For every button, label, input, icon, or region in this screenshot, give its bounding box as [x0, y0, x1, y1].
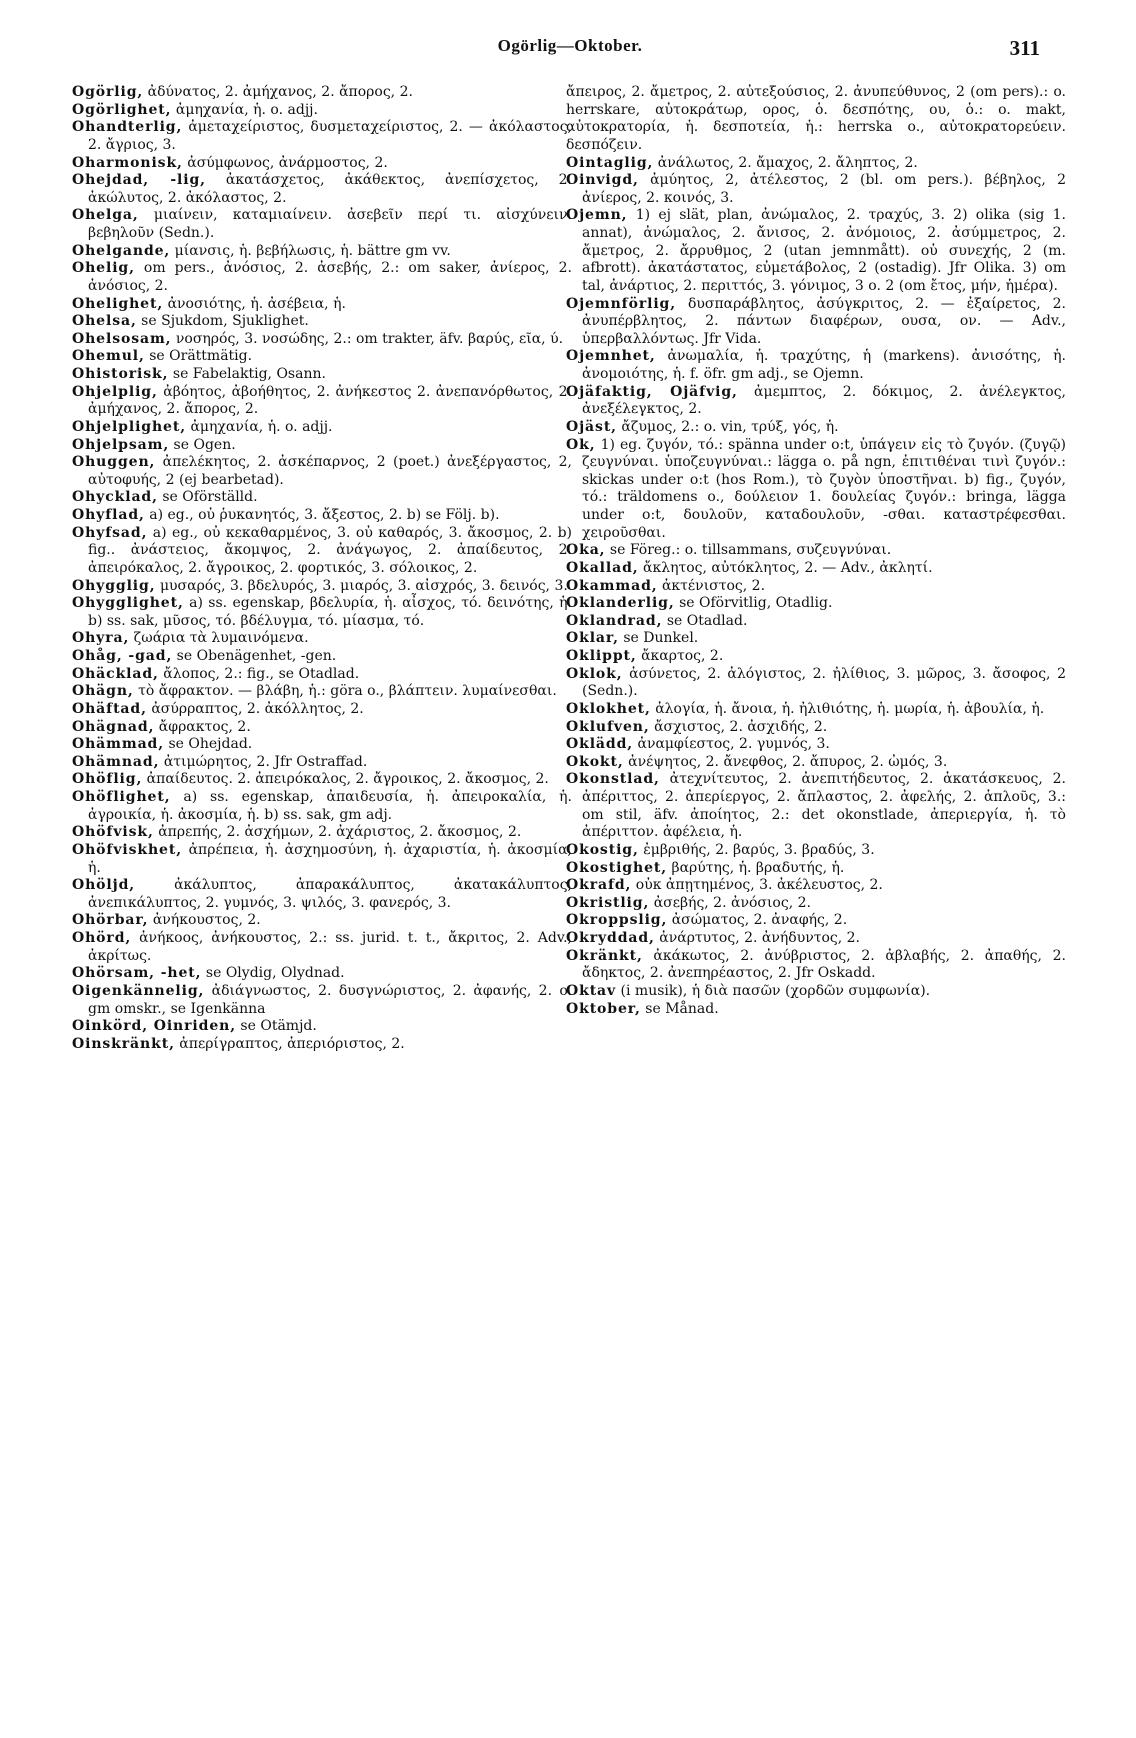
- entry-headword: Oigenkännelig,: [72, 982, 205, 999]
- entry-headword: Ohjelplig,: [72, 383, 158, 400]
- entry-definition: ἀκάλυπτος, ἀπαρακάλυπτος, ἀκατακάλυπτος, ἀνεπικάλυπτος, 2. γυμνός, 3. ψιλός, 3. φανερός, 3.: [88, 877, 572, 911]
- dictionary-entry: [566, 754, 1066, 772]
- entry-headword: Ohelsa,: [72, 313, 137, 330]
- entry-headword: Okokt,: [566, 753, 624, 770]
- entry-definition: se Ogen.: [169, 436, 236, 453]
- entry-headword: Okristlig,: [566, 894, 650, 911]
- dictionary-entry: [72, 666, 572, 684]
- entry-headword: Ohyra,: [72, 630, 130, 647]
- dictionary-entry: [72, 489, 572, 507]
- dictionary-entry: [566, 296, 1066, 349]
- entry-definition: om pers., ἀνόσιος, 2. ἀσεβής, 2.: om saker, ἀνίερος, 2. ἀνόσιος, 2.: [88, 260, 572, 294]
- entry-headword: Ohäcklad,: [72, 665, 159, 682]
- dictionary-entry: [72, 824, 572, 842]
- entry-headword: Ohöflighet,: [72, 789, 171, 805]
- entry-headword: Ohjelplighet,: [72, 418, 187, 435]
- dictionary-entry: [72, 296, 572, 314]
- entry-definition: ἀμύητος, 2, ἀτέλεστος, 2 (bl. om pers.). βέβηλος, 2 ἀνίερος, 2. κοινός, 3.: [582, 172, 1066, 206]
- dictionary-entry: [72, 119, 572, 154]
- dictionary-entry: [72, 454, 572, 489]
- entry-headword: Okonstlad,: [566, 771, 660, 788]
- entry-headword: Ohejdad, -lig,: [72, 172, 206, 189]
- entry-definition: μυσαρός, 3. βδελυρός, 3. μιαρός, 3. αἰσχρός, 3. δεινός, 3.: [155, 577, 568, 594]
- entry-definition: ἀπρέπεια, ἡ. ἀσχημοσύνη, ἡ. ἀχαριστία, ἡ. ἀκοσμία, ἡ.: [88, 841, 572, 876]
- dictionary-entry: [72, 313, 572, 331]
- entry-definition: ἄσχιστος, 2. ἀσχιδής, 2.: [649, 718, 828, 735]
- dictionary-entry: [566, 930, 1066, 948]
- dictionary-entry: [566, 542, 1066, 560]
- dictionary-entry: [566, 877, 1066, 895]
- entry-definition: νοσηρός, 3. νοσώδης, 2.: om trakter, äfv. βαρύς, εῖα, ύ.: [171, 330, 564, 347]
- entry-headword: Ohämnad,: [72, 753, 160, 770]
- entry-definition: ἀσεβής, 2. ἀνόσιος, 2.: [649, 894, 811, 911]
- entry-headword: Ohygglighet,: [72, 595, 184, 612]
- dictionary-entry: [566, 207, 1066, 295]
- entry-headword: Oinvigd,: [566, 172, 639, 189]
- dictionary-entry: [72, 1018, 572, 1036]
- entry-definition: se Oförställd.: [157, 489, 258, 506]
- entry-headword: Okostig,: [566, 841, 639, 858]
- entry-headword: Ohäftad,: [72, 700, 147, 717]
- entry-headword: Ohandterlig,: [72, 119, 183, 136]
- entry-headword: Ohuggen,: [72, 454, 156, 471]
- entry-headword: Ojäst,: [566, 418, 617, 435]
- dictionary-entry: [72, 348, 572, 366]
- entry-definition: ἀπερίγραπτος, ἀπεριόριστος, 2.: [174, 1035, 405, 1052]
- entry-definition: ἀδύνατος, 2. ἀμήχανος, 2. ἄπορος, 2.: [143, 84, 413, 100]
- entry-headword: Ohåg, -gad,: [72, 648, 173, 664]
- left-column: [72, 84, 572, 1684]
- entry-headword: Oklokhet,: [566, 700, 651, 717]
- entry-headword: Oklandrad,: [566, 612, 663, 629]
- entry-definition: ἀκάκωτος, 2. ἀνύβριστος, 2. ἀβλαβής, 2. ἀπαθής, 2. ἄδηκτος, 2. ἀνεπηρέαστος, 2. Jfr Oskadd.: [582, 947, 1066, 982]
- dictionary-entry: [72, 983, 572, 1018]
- entry-definition: ἄζυμος, 2.: o. vin, τρύξ, γός, ἡ.: [616, 418, 839, 435]
- entry-headword: Okrafd,: [566, 877, 632, 894]
- entry-definition: ἀβόητος, ἀβοήθητος, 2. ἀνήκεστος 2. ἀνεπανόρθωτος, 2. ἀμήχανος, 2. ἄπορος, 2.: [88, 383, 572, 418]
- entry-headword: Oharmonisk,: [72, 154, 183, 171]
- entry-definition: 1) ej slät, plan, ἀνώμαλος, 2. τραχύς, 3. 2) olika (sig 1. annat), ἀνώμαλος, 2. ἄνισος, 2. ἀνόμοιος, 2. ἀσύμμετρος, 2. ἄμετρος, 2. ἄρρυθμος, 2 (utan jemnmått). οὐ συνεχής, 2 (m. afbrott). ἀκατάστατος, εὐμετάβολος, 2 (ostadig). Jfr Olika. 3) om tal, ἀνάρτιος, 2. περιττός, 3. γόνιμος, 3 o. 2 (om ἔτος, μήν, ἡμέρα).: [582, 207, 1066, 294]
- entry-headword: Ohämmad,: [72, 736, 165, 753]
- entry-headword: Oklok,: [566, 665, 623, 682]
- dictionary-entry: [566, 172, 1066, 207]
- entry-definition: ἀναμφίεστος, 2. γυμνός, 3.: [633, 736, 830, 753]
- page-title: Ogörlig—Oktober.: [497, 36, 643, 55]
- entry-headword: Ok,: [566, 436, 596, 453]
- entry-definition: ἄκαρτος, 2.: [636, 648, 724, 664]
- entry-headword: Okroppslig,: [566, 912, 668, 929]
- entry-definition: se Otämjd.: [235, 1018, 317, 1035]
- entry-definition: ἀμηχανία, ἡ. o. adjj.: [186, 418, 333, 435]
- dictionary-entry: [566, 155, 1066, 173]
- entry-headword: Oklädd,: [566, 736, 634, 753]
- entry-headword: Oktober,: [566, 1000, 641, 1017]
- entry-headword: Ohistorisk,: [72, 366, 169, 382]
- dictionary-entry: [566, 895, 1066, 913]
- dictionary-entry: [566, 719, 1066, 737]
- entry-headword: Oklippt,: [566, 648, 637, 664]
- entry-headword: Ojemnförlig,: [566, 295, 676, 312]
- dictionary-entry: [72, 578, 572, 596]
- dictionary-entry: [566, 437, 1066, 543]
- entry-definition: ζωάρια τὰ λυμαινόμενα.: [129, 630, 309, 647]
- entry-headword: Oklufven,: [566, 718, 650, 735]
- entry-headword: Oklanderlig,: [566, 595, 675, 612]
- dictionary-entry: [72, 260, 572, 295]
- dictionary-entry: [72, 965, 572, 983]
- dictionary-entry: [72, 437, 572, 455]
- dictionary-entry: [72, 789, 572, 824]
- continued-entry: [566, 84, 1066, 155]
- dictionary-entry: [566, 983, 1066, 1001]
- dictionary-entry: [566, 613, 1066, 631]
- running-head: [0, 36, 1136, 66]
- dictionary-entry: [72, 719, 572, 737]
- dictionary-entry: [566, 1001, 1066, 1019]
- dictionary-entry: [566, 384, 1066, 419]
- dictionary-entry: [72, 754, 572, 772]
- entry-definition: ἀσύμφωνος, ἀνάρμοστος, 2.: [182, 154, 388, 171]
- entry-definition: se Ohejdad.: [164, 736, 253, 753]
- dictionary-entry: [72, 630, 572, 648]
- entry-headword: Ohörd,: [72, 930, 132, 946]
- dictionary-entry: [72, 331, 572, 349]
- entry-headword: Ohelga,: [72, 207, 139, 224]
- dictionary-entry: [72, 419, 572, 437]
- entry-headword: Oklar,: [566, 630, 619, 647]
- dictionary-entry: [566, 419, 1066, 437]
- entry-definition: ἀσύρραπτος, 2. ἀκόλλητος, 2.: [146, 700, 364, 717]
- dictionary-entry: [72, 701, 572, 719]
- entry-definition: ἀπελέκητος, 2. ἀσκέπαρνος, 2 (poet.) ἀνεξέργαστος, 2, αὐτοφυής, 2 (ej bearbetad).: [88, 454, 572, 488]
- entry-headword: Ohöflig,: [72, 771, 143, 788]
- entry-definition: ἀμηχανία, ἡ. o. adjj.: [171, 101, 318, 118]
- dictionary-entry: [72, 207, 572, 242]
- entry-headword: Ointaglig,: [566, 154, 654, 171]
- entry-definition: ἐμβριθής, 2. βαρύς, 3. βραδύς, 3.: [638, 841, 875, 858]
- dictionary-entry: [566, 771, 1066, 842]
- entry-definition: ἀνωμαλία, ἡ. τραχύτης, ἡ (markens). ἀνισότης, ἡ. ἀνομοιότης, ἡ. f. öfr. gm adj., se Ojemn.: [582, 348, 1066, 382]
- entry-headword: Ohyflad,: [72, 507, 145, 523]
- entry-definition: se Dunkel.: [618, 630, 699, 647]
- entry-headword: Okammad,: [566, 577, 658, 594]
- entry-headword: Ohöfviskhet,: [72, 841, 182, 858]
- entry-definition: ἀσώματος, 2. ἀναφής, 2.: [667, 912, 848, 929]
- entry-definition: ἀτεχνίτευτος, 2. ἀνεπιτήδευτος, 2. ἀκατάσκευος, 2. ἀπέριττος, 2. ἀπερίεργος, 2. ἄπλαστος, 2. ἀφελής, 2. ἁπλοῦς, 3.: om stil, äfv. ἀποίητος, 2.: det okonstlade, ἀπεριεργία, ἡ. τὸ ἀπέριττον. ἀφέλεια, ἡ.: [582, 771, 1066, 841]
- dictionary-entry: [566, 560, 1066, 578]
- entry-headword: Oktav: [566, 982, 617, 999]
- entry-definition: se Månad.: [640, 1000, 719, 1017]
- dictionary-entry: [72, 172, 572, 207]
- dictionary-entry: [72, 771, 572, 789]
- entry-headword: Okallad,: [566, 559, 639, 576]
- entry-definition: ἀνάλωτος, 2. ἄμαχος, 2. ἄληπτος, 2.: [653, 154, 918, 171]
- dictionary-entry: [566, 948, 1066, 983]
- entry-headword: Oinskränkt,: [72, 1035, 175, 1052]
- dictionary-entry: [72, 877, 572, 912]
- dictionary-entry: [72, 155, 572, 173]
- entry-headword: Ogörlig,: [72, 84, 144, 100]
- dictionary-entry: [72, 102, 572, 120]
- dictionary-entry: [72, 912, 572, 930]
- dictionary-entry: [72, 930, 572, 965]
- entry-definition: se Föreg.: o. tillsammans, συζευγνύναι.: [605, 542, 892, 559]
- entry-headword: Ohelgande,: [72, 242, 171, 259]
- dictionary-entry: [72, 366, 572, 384]
- entry-definition: (i musik), ἡ διὰ πασῶν (χορδῶν συμφωνία).: [616, 982, 931, 999]
- entry-headword: Oka,: [566, 542, 606, 559]
- entry-headword: Ohjelpsam,: [72, 436, 170, 453]
- entry-headword: Ohelig,: [72, 260, 135, 277]
- entry-definition: ἄφρακτος, 2.: [154, 718, 251, 735]
- entry-definition: ἀνέψητος, 2. ἄνεφθος, 2. ἄπυρος, 2. ὠμός, 3.: [623, 753, 948, 770]
- dictionary-entry: [566, 666, 1066, 701]
- entry-definition: τὸ ἄφρακτον. — βλάβη, ἡ.: göra o., βλάπτειν. λυμαίνεσθαι.: [133, 683, 557, 700]
- entry-definition: se Sjukdom, Sjuklighet.: [136, 313, 309, 330]
- dictionary-entry: [72, 525, 572, 578]
- entry-headword: Ohägn,: [72, 683, 134, 700]
- dictionary-entry: [566, 595, 1066, 613]
- dictionary-entry: [72, 1036, 572, 1054]
- entry-definition: ἀμεμπτος, 2. δόκιμος, 2. ἀνέλεγκτος, ἀνεξέλεγκτος, 2.: [582, 383, 1066, 418]
- entry-definition: ἀδιάγνωστος, 2. δυσγνώριστος, 2. ἀφανής, 2. o. gm omskr., se Igenkänna: [88, 982, 572, 1017]
- entry-headword: Okryddad,: [566, 930, 655, 946]
- entry-definition: se Obenägenhet, -gen.: [172, 648, 337, 664]
- entry-headword: Ohycklad,: [72, 489, 158, 506]
- entry-headword: Ohyfsad,: [72, 524, 148, 541]
- dictionary-entry: [72, 683, 572, 701]
- entry-definition: se Olydig, Olydnad.: [201, 965, 345, 982]
- entry-headword: Oinkörd, Oinriden,: [72, 1018, 236, 1035]
- entry-definition: ἀνήκοος, ἀνήκουστος, 2.: ss. jurid. t. t., ἄκριτος, 2. Adv., ἀκρίτως.: [88, 930, 572, 964]
- entry-definition: ἀλογία, ἡ. ἄνοια, ἡ. ἠλιθιότης, ἡ. μωρία, ἡ. ἀβουλία, ἡ.: [650, 700, 1045, 717]
- dictionary-entry: [566, 630, 1066, 648]
- entry-definition: ἄκλητος, αὐτόκλητος, 2. — Adv., ἀκλητί.: [638, 559, 933, 576]
- dictionary-entry: [566, 348, 1066, 383]
- entry-headword: Ohemul,: [72, 348, 145, 365]
- dictionary-entry: [566, 912, 1066, 930]
- entry-headword: Ohörbar,: [72, 912, 149, 929]
- dictionary-entry: [72, 595, 572, 630]
- entry-definition: ἀτιμώρητος, 2. Jfr Ostraffad.: [159, 753, 368, 770]
- entry-headword: Ohelsosam,: [72, 330, 172, 347]
- entry-definition: ἀνάρτυτος, 2. ἀνήδυντος, 2.: [654, 930, 860, 946]
- entry-headword: Ohägnad,: [72, 718, 155, 735]
- entry-definition: a) ss. egenskap, βδελυρία, ἡ. αἶσχος, τό. δεινότης, ἡ. b) ss. sak, μῦσος, τό. βδέλυγμα, τό. μίασμα, τό.: [88, 595, 572, 629]
- dictionary-entry: [566, 736, 1066, 754]
- entry-definition: ἀμεταχείριστος, δυσμεταχείριστος, 2. — ἀκόλαστος, 2. ἄγριος, 3.: [88, 119, 572, 153]
- entry-headword: Okostighet,: [566, 859, 668, 876]
- entry-definition: se Otadlad.: [662, 612, 748, 629]
- entry-headword: Okränkt,: [566, 947, 643, 964]
- dictionary-entry: [72, 736, 572, 754]
- entry-headword: Ogörlighet,: [72, 101, 172, 118]
- entry-definition: ἀκατάσχετος, ἀκάθεκτος, ἀνεπίσχετος, 2. ἀκώλυτος, 2. ἀκόλαστος, 2.: [88, 172, 572, 206]
- entry-definition: βαρύτης, ἡ. βραδυτής, ἡ.: [667, 859, 845, 876]
- entry-headword: Ojäfaktig, Ojäfvig,: [566, 383, 738, 400]
- entry-headword: Ohöljd,: [72, 877, 136, 894]
- entry-definition: οὐκ ἀπῃτημένος, 3. ἀκέλευστος, 2.: [631, 877, 883, 894]
- page-number: 311: [1009, 36, 1040, 60]
- entry-headword: Ojemnhet,: [566, 348, 656, 365]
- entry-definition: ἄπειρος, 2. ἄμετρος, 2. αὐτεξούσιος, 2. ἀνυπεύθυνος, 2 (om pers).: o. herrskare, αὐτοκράτωρ, ορος, ὁ. δεσπότης, ου, ὁ.: o. makt, αὐτοκρατορία, ἡ. δεσποτεία, ἡ.: herrska o., αὐτοκρατορεύειν. δεσπόζειν.: [566, 84, 1066, 153]
- entry-definition: a) eg., οὐ ῥυκανητός, 3. ἄξεστος, 2. b) se Följ. b).: [144, 507, 500, 523]
- dictionary-entry: [566, 860, 1066, 878]
- entry-definition: ἀνήκουστος, 2.: [148, 912, 261, 929]
- dictionary-entry: [72, 648, 572, 666]
- entry-headword: Ohelighet,: [72, 295, 164, 312]
- dictionary-entry: [566, 701, 1066, 719]
- entry-headword: Ohörsam, -het,: [72, 965, 202, 982]
- dictionary-entry: [72, 384, 572, 419]
- entry-headword: Ojemn,: [566, 207, 628, 224]
- entry-definition: 1) eg. ζυγόν, τό.: spänna under o:t, ὑπάγειν εἰς τὸ ζυγόν. (ζυγῷ) ζευγνύναι. ὑποζευγνύναι.: lägga o. på ngn, ἐπιτιθέναι τινὶ ζυγόν.: skickas under o:t (hos Rom.), τὸ ζυγὸν ὑποστῆναι. b) fig., ζυγόν, τό.: träldomens o., δούλειον 1. δουλείας ζυγόν.: bringa, lägga under o:t, δουλοῦν, καταδουλοῦν, -σθαι. καταστρέφεσθαι. χειροῦσθαι.: [582, 436, 1066, 541]
- dictionary-entry: [566, 648, 1066, 666]
- entry-headword: Ohöfvisk,: [72, 824, 154, 841]
- entry-definition: ἀνοσιότης, ἡ. ἀσέβεια, ἡ.: [163, 295, 346, 312]
- right-column: [566, 84, 1066, 1684]
- entry-definition: ἀπρεπής, 2. ἀσχήμων, 2. ἀχάριστος, 2. ἄκοσμος, 2.: [153, 824, 522, 841]
- dictionary-entry: [72, 507, 572, 525]
- entry-definition: ἀπαίδευτος. 2. ἀπειρόκαλος, 2. ἄγροικος, 2. ἄκοσμος, 2.: [142, 771, 549, 788]
- entry-definition: a) ss. egenskap, ἀπαιδευσία, ἡ. ἀπειροκαλία, ἡ. ἀγροικία, ἡ. ἀκοσμία, ἡ. b) ss. sak, gm adj.: [88, 789, 572, 823]
- dictionary-entry: [566, 578, 1066, 596]
- entry-definition: ἀκτένιστος, 2.: [657, 577, 766, 594]
- entry-definition: μίανσις, ἡ. βεβήλωσις, ἡ. bättre gm vv.: [170, 242, 451, 259]
- entry-definition: δυσπαράβλητος, ἀσύγκριτος, 2. — ἐξαίρετος, 2. ἀνυπέρβλητος, 2. πάντων διαφέρων, ουσα, ον. — Adv., ὑπερβαλλόντως. Jfr Vida.: [582, 295, 1066, 347]
- entry-headword: Ohygglig,: [72, 577, 156, 594]
- dictionary-entry: [72, 842, 572, 877]
- entry-definition: ἀσύνετος, 2. ἀλόγιστος, 2. ἠλίθιος, 3. μῶρος, 3. ἄσοφος, 2 (Sedn.).: [582, 665, 1066, 700]
- entry-definition: se Fabelaktig, Osann.: [168, 366, 326, 382]
- entry-definition: se Orättmätig.: [144, 348, 253, 365]
- entry-definition: ἄλοπος, 2.: fig., se Otadlad.: [158, 665, 360, 682]
- entry-definition: se Oförvitlig, Otadlig.: [674, 595, 833, 612]
- entry-definition: a) eg., οὐ κεκαθαρμένος, 3. οὐ καθαρός, 3. ἄκοσμος, 2. b) fig.. ἀνάστειος, ἄκομψος, 2. ἀνάγωγος, 2. ἀπαίδευτος, 2. ἀπειρόκαλος, 2. ἄγροικος, 2. φορτικός, 3. σόλοικος, 2.: [88, 524, 572, 576]
- dictionary-entry: [566, 842, 1066, 860]
- entry-definition: μιαίνειν, καταμιαίνειν. ἀσεβεῖν περί τι. αἰσχύνειν. βεβηλοῦν (Sedn.).: [88, 207, 572, 241]
- dictionary-entry: [72, 243, 572, 261]
- dictionary-entry: [72, 84, 572, 102]
